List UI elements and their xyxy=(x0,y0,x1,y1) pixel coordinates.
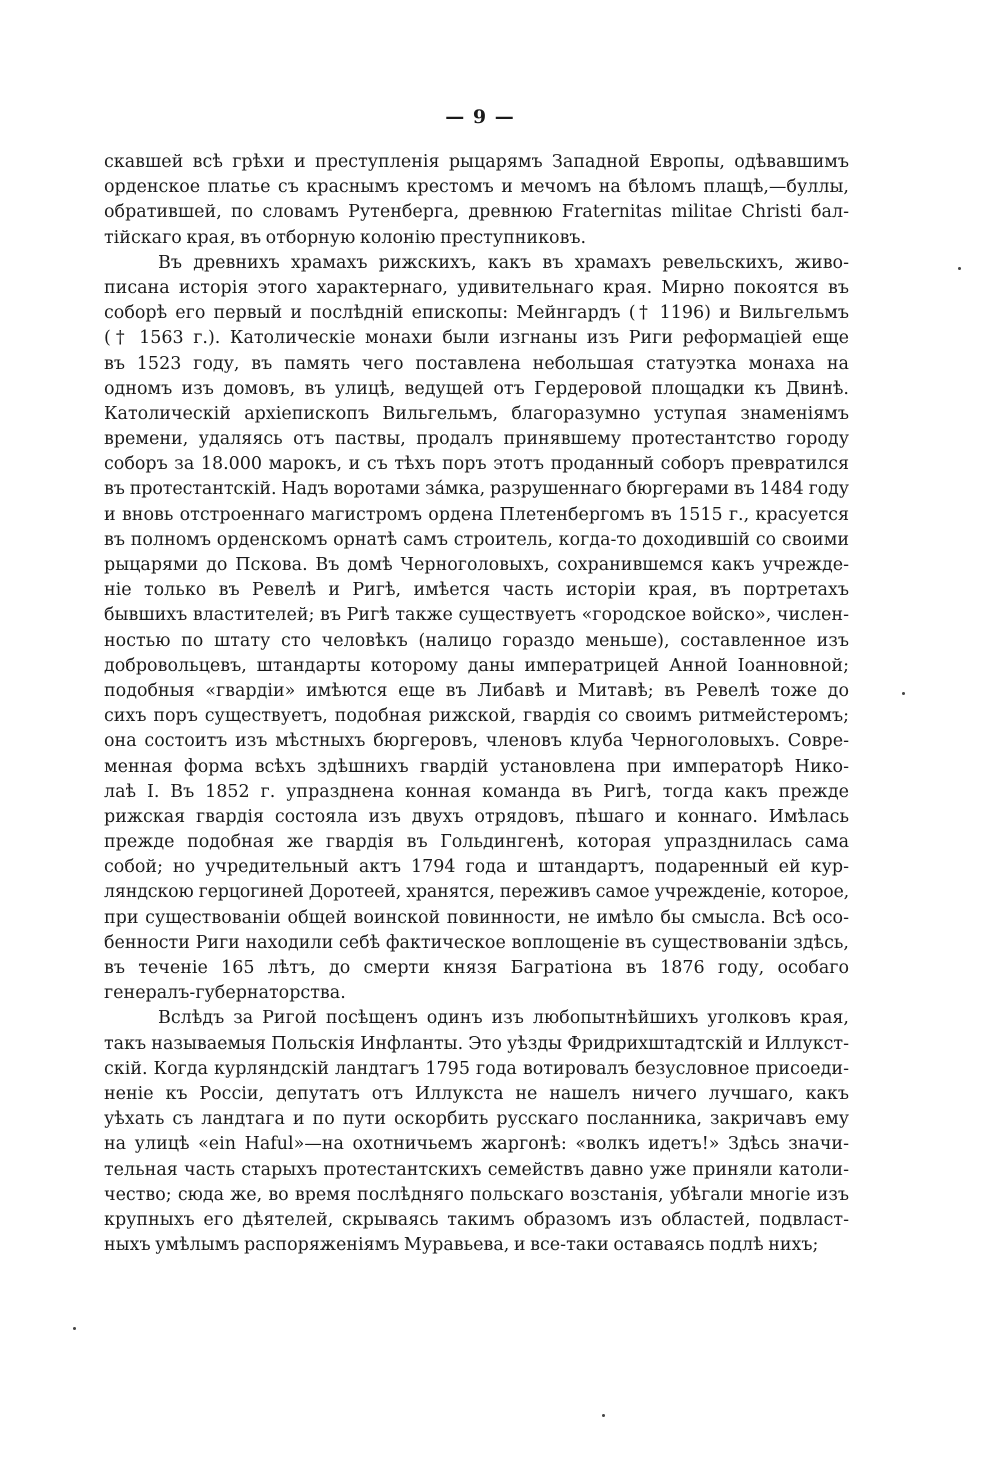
text-line: скавшей всѣ грѣхи и преступленія рыцарямъ Западной Европы, одѣвавшимъ xyxy=(104,152,849,172)
text-line: бывшихъ властителей; въ Ригѣ также существуетъ «городское войско», числен- xyxy=(104,605,849,626)
text-line: Католическій архіепископъ Вильгельмъ, благоразумно уступая знаменіямъ xyxy=(104,403,849,424)
text-line: при существованіи общей воинской повинности, не имѣло бы смысла. Всѣ осо- xyxy=(104,907,849,928)
text-line: генералъ-губернаторства. xyxy=(104,983,346,1004)
text-line: орденское платье съ краснымъ крестомъ и мечомъ на бѣломъ плащѣ,—буллы, xyxy=(104,177,849,198)
text-line: добровольцевъ, штандарты которому даны императрицей Анной Іоанновной; xyxy=(104,655,849,676)
text-line: чество; сюда же, во время послѣдняго польскаго возстанія, убѣгали многіе изъ xyxy=(104,1184,849,1205)
paragraph xyxy=(104,1006,849,1258)
text-line: въ 1523 году, въ память чего поставлена небольшая статуэтка монаха на xyxy=(104,353,849,374)
text-line: писана исторія этого характернаго, удивительнаго края. Мирно покоятся въ xyxy=(104,277,849,298)
text-line: соборѣ его первый и послѣдній епископы: Мейнгардъ († 1196) и Вильгельмъ xyxy=(104,303,849,324)
text-line: сихъ поръ существуетъ, подобная рижской, гвардія со своимъ ритмейстеромъ; xyxy=(104,706,849,727)
text-line: менная форма всѣхъ здѣшнихъ гвардій установлена при императорѣ Нико- xyxy=(104,756,849,777)
scan-speck xyxy=(958,267,961,270)
text-line: она состоитъ изъ мѣстныхъ бюргеровъ, членовъ клуба Черноголовыхъ. Совре- xyxy=(104,731,849,752)
text-line: обратившей, по словамъ Рутенберга, древнюю Fraternitas militae Christi бал- xyxy=(104,202,849,223)
text-line: такъ называемыя Польскія Инфланты. Это уѣзды Фридрихштадтскій и Иллукст- xyxy=(104,1033,849,1054)
text-line: рыцарями до Пскова. Въ домѣ Черноголовыхъ, сохранившемся какъ учрежде- xyxy=(104,555,849,575)
text-line: скій. Когда курляндскій ландтагъ 1795 года вотировалъ безусловное присоеди- xyxy=(104,1058,849,1079)
text-line: соборъ за 18.000 марокъ, и съ тѣхъ поръ этотъ проданный соборъ превратился xyxy=(104,454,849,475)
text-line: († 1563 г.). Католическіе монахи были изгнаны изъ Риги реформаціей еще xyxy=(104,328,849,349)
text-line: подобныя «гвардіи» имѣются еще въ Либавѣ и Митавѣ; въ Ревелѣ тоже до xyxy=(104,680,849,701)
scan-speck xyxy=(602,1414,605,1417)
text-line: одномъ изъ домовъ, въ улицѣ, ведущей отъ Гердеровой площадки къ Двинѣ. xyxy=(104,378,849,399)
text-body xyxy=(104,150,849,1258)
text-line: лаѣ I. Въ 1852 г. упразднена конная команда въ Ригѣ, тогда какъ прежде xyxy=(104,781,849,802)
text-line: въ полномъ орденскомъ орнатѣ самъ строитель, когда-то доходившій со своими xyxy=(104,529,849,550)
text-line: тельная часть старыхъ протестантскихъ семействъ давно уже приняли католи- xyxy=(104,1159,849,1180)
text-line: тійскаго края, въ отборную колонію преступниковъ. xyxy=(104,227,587,248)
text-line: ніе только въ Ревелѣ и Ригѣ, имѣется часть исторіи края, въ портретахъ xyxy=(104,580,849,601)
text-line: рижская гвардія состояла изъ двухъ отрядовъ, пѣшаго и коннаго. Имѣлась xyxy=(104,806,849,827)
text-line: собой; но учредительный актъ 1794 года и штандартъ, подаренный ей кур- xyxy=(104,857,849,878)
text-line: ляндскою герцогиней Доротеей, хранятся, переживъ самое учрежденіе, которое, xyxy=(104,882,849,903)
text-line: Въ древнихъ храмахъ рижскихъ, какъ въ храмахъ ревельскихъ, живо- xyxy=(158,252,849,273)
text-line: неніе къ Россіи, депутатъ отъ Иллукста не нашелъ ничего лучшаго, какъ xyxy=(104,1083,849,1104)
paragraph xyxy=(104,150,849,251)
text-line: уѣхать съ ландтага и по пути оскорбить русскаго посланника, закричавъ ему xyxy=(104,1109,849,1130)
text-line: и вновь отстроеннаго магистромъ ордена Плетенбергомъ въ 1515 г., красуется xyxy=(104,504,849,525)
text-line: прежде подобная же гвардія въ Гольдингенѣ, которая упразднилась сама xyxy=(104,832,849,853)
text-line: крупныхъ его дѣятелей, скрываясь такимъ образомъ изъ областей, подвласт- xyxy=(104,1209,849,1230)
text-line: на улицѣ «ein Haful»—на охотничьемъ жаргонѣ: «волкъ идетъ!» Здѣсь значи- xyxy=(104,1134,849,1155)
scan-speck xyxy=(902,692,905,695)
text-line: времени, удаляясь отъ паствы, продалъ принявшему протестантство городу xyxy=(104,429,849,450)
text-line: въ протестантскій. Надъ воротами за́мка, разрушеннаго бюргерами въ 1484 году xyxy=(104,479,849,500)
paragraph xyxy=(104,251,849,1007)
page-number: — 9 — xyxy=(445,106,515,128)
text-line: Вслѣдъ за Ригой посѣщенъ одинъ изъ любопытнѣйшихъ уголковъ края, xyxy=(158,1008,849,1029)
scan-speck xyxy=(73,1327,76,1330)
text-line: ныхъ умѣлымъ распоряженіямъ Муравьева, и все-таки оставаясь подлѣ нихъ; xyxy=(104,1235,819,1256)
text-line: бенности Риги находили себѣ фактическое воплощеніе въ существованіи здѣсь, xyxy=(104,932,849,953)
text-line: въ теченіе 165 лѣтъ, до смерти князя Багратіона въ 1876 году, особаго xyxy=(104,958,849,978)
text-line: ностью по штату сто человѣкъ (налицо гораздо меньше), составленное изъ xyxy=(104,630,849,651)
